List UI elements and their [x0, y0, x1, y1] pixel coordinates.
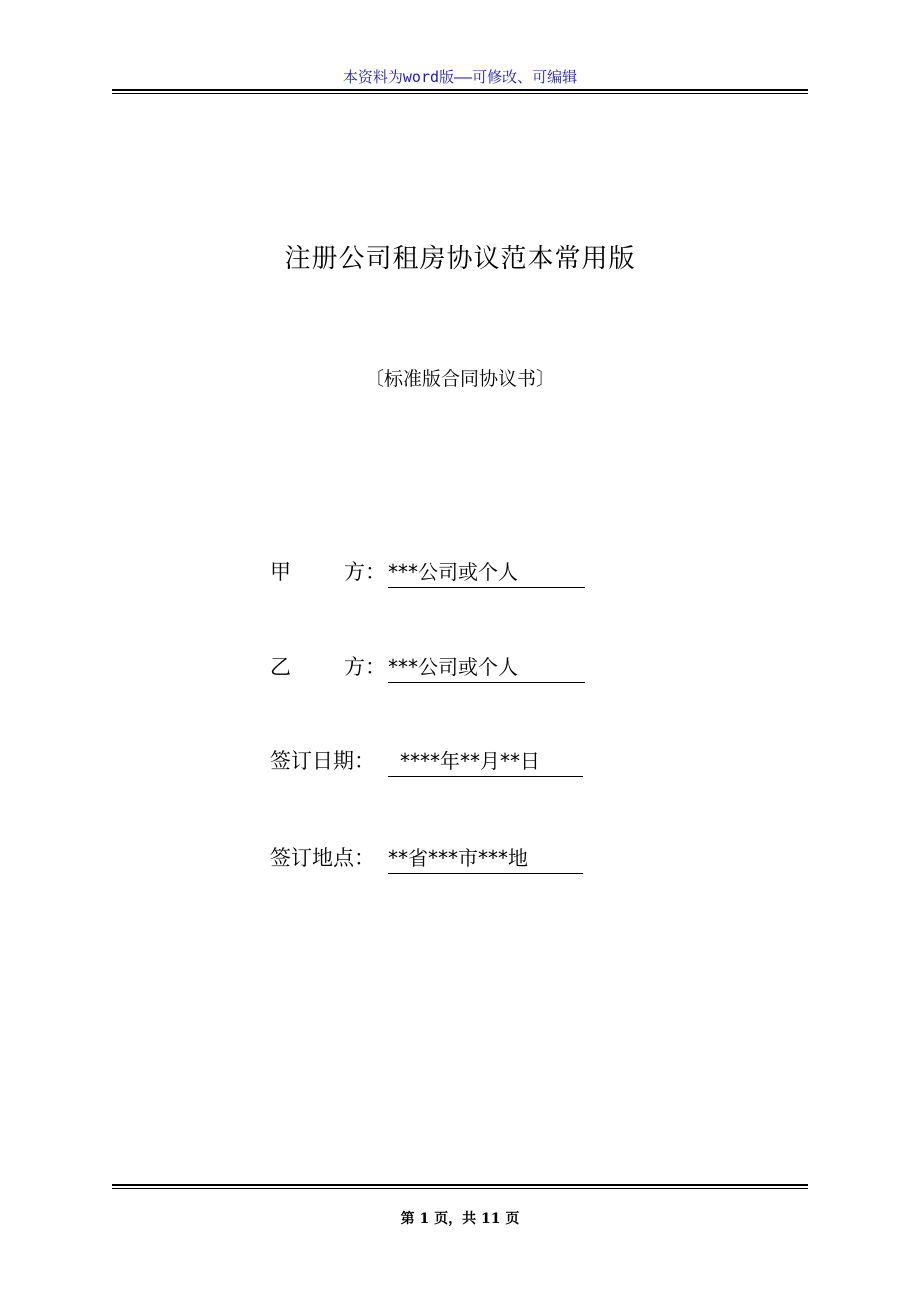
sign-date-label: 签订日期：: [270, 749, 375, 773]
document-subtitle: 〔标准版合同协议书〕: [364, 368, 555, 390]
sign-date-field: [270, 746, 583, 776]
document-title: 注册公司租房协议范本常用版: [284, 244, 636, 274]
party-a-field: [270, 557, 585, 587]
sign-place-label: 签订地点：: [270, 846, 375, 870]
page-number: 第 1 页，共 11 页: [400, 1211, 520, 1227]
party-b-label: 乙 方：: [270, 655, 386, 679]
sign-date-value: ****年**月**日: [388, 746, 583, 777]
sign-place-field: [270, 843, 583, 873]
footer-rule: [112, 1184, 808, 1189]
party-a-label: 甲 方：: [270, 560, 386, 584]
party-a-value: ***公司或个人: [388, 557, 585, 588]
header-rule: [112, 89, 808, 94]
sign-place-value: **省***市***地: [388, 843, 583, 874]
header-note: 本资料为word版——可修改、可编辑: [342, 68, 578, 86]
party-b-field: [270, 652, 585, 682]
party-b-value: ***公司或个人: [388, 652, 585, 683]
